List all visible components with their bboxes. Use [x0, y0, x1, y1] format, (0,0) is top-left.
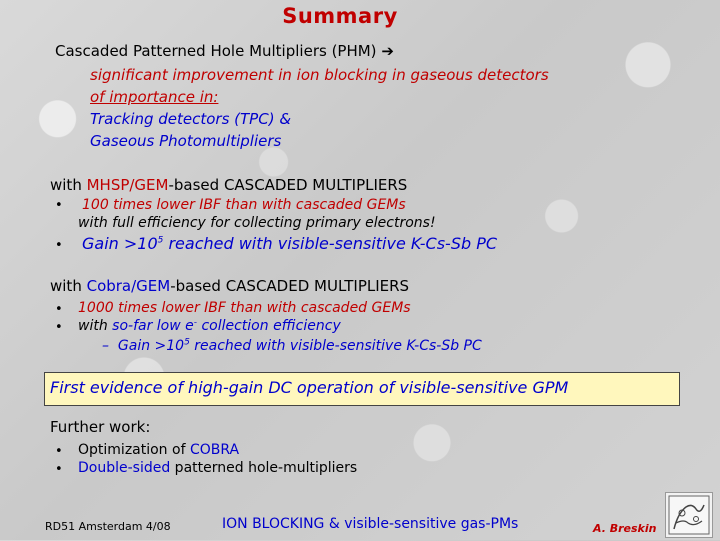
mhsp-bullet-2-rest: reached with visible-sensitive K-Cs-Sb PC [163, 234, 498, 253]
intro-line-5: Gaseous Photomultipliers [90, 132, 282, 150]
mhsp-bullet-2-text: Gain >10 [82, 234, 158, 253]
superscript: - [193, 317, 197, 328]
arrow-right-icon: ➔ [381, 42, 394, 60]
mhsp-heading-prefix: with [50, 176, 87, 194]
cobra-heading-suffix: -based CASCADED MULTIPLIERS [170, 277, 410, 295]
intro-line-1-text: Cascaded Patterned Hole Multipliers (PHM) [55, 42, 377, 60]
cobra-sub-item [102, 338, 482, 354]
cobra-bullet-2-highlight: so-far low e [112, 318, 194, 334]
bullet-icon: • [55, 462, 63, 477]
intro-line-3: of importance in: [90, 88, 219, 106]
cobra-heading [50, 277, 409, 295]
footer-center: ION BLOCKING & visible-sensitive gas-PMs [222, 516, 519, 532]
footer-left: RD51 Amsterdam 4/08 [45, 520, 171, 533]
mhsp-heading [50, 176, 407, 194]
further-heading: Further work: [50, 418, 151, 436]
bullet-icon: • [55, 320, 63, 335]
mhsp-bullet-1-line-1: 100 times lower IBF than with cascaded GEMs [82, 197, 406, 213]
cobra-sub-text: Gain >10 [117, 338, 185, 354]
highlight-text: First evidence of high-gain DC operation of visible-sensitive GPM [50, 378, 569, 397]
mhsp-bullet-2 [82, 234, 497, 253]
further-item-2-suffix: patterned hole-multipliers [170, 460, 358, 476]
cobra-bullet-2 [78, 318, 341, 334]
further-item-1 [78, 442, 239, 458]
bullet-icon: • [55, 198, 63, 213]
further-item-1-highlight: COBRA [189, 442, 240, 458]
further-item-1-prefix: Optimization of [78, 442, 190, 458]
cobra-bullet-2-suffix: collection efficiency [197, 318, 341, 334]
intro-line-1 [55, 42, 394, 60]
cobra-heading-highlight: Cobra/GEM [86, 277, 171, 295]
intro-line-4: Tracking detectors (TPC) & [90, 110, 292, 128]
footer-right: A. Breskin [593, 522, 657, 535]
cobra-sub-rest: reached with visible-sensitive K-Cs-Sb PC [189, 338, 482, 354]
dash-icon: – [102, 338, 109, 354]
cobra-bullet-2-prefix: with [78, 318, 113, 334]
mhsp-bullet-1-line-2: with full efficiency for collecting primary electrons! [78, 215, 436, 231]
further-item-2 [78, 460, 357, 476]
further-item-2-highlight: Double-sided [78, 460, 171, 476]
superscript: 5 [184, 337, 190, 348]
bullet-icon: • [55, 302, 63, 317]
cobra-bullet-1: 1000 times lower IBF than with cascaded GEMs [78, 300, 411, 316]
mhsp-heading-suffix: -based CASCADED MULTIPLIERS [168, 176, 408, 194]
cobra-heading-prefix: with [50, 277, 87, 295]
superscript: 5 [157, 235, 164, 246]
intro-line-2: significant improvement in ion blocking in gaseous detectors [90, 66, 549, 84]
bullet-icon: • [55, 444, 63, 459]
bullet-icon: • [55, 238, 63, 253]
mhsp-heading-highlight: MHSP/GEM [86, 176, 169, 194]
institution-logo-icon [665, 492, 713, 538]
slide-title: Summary [282, 4, 398, 28]
